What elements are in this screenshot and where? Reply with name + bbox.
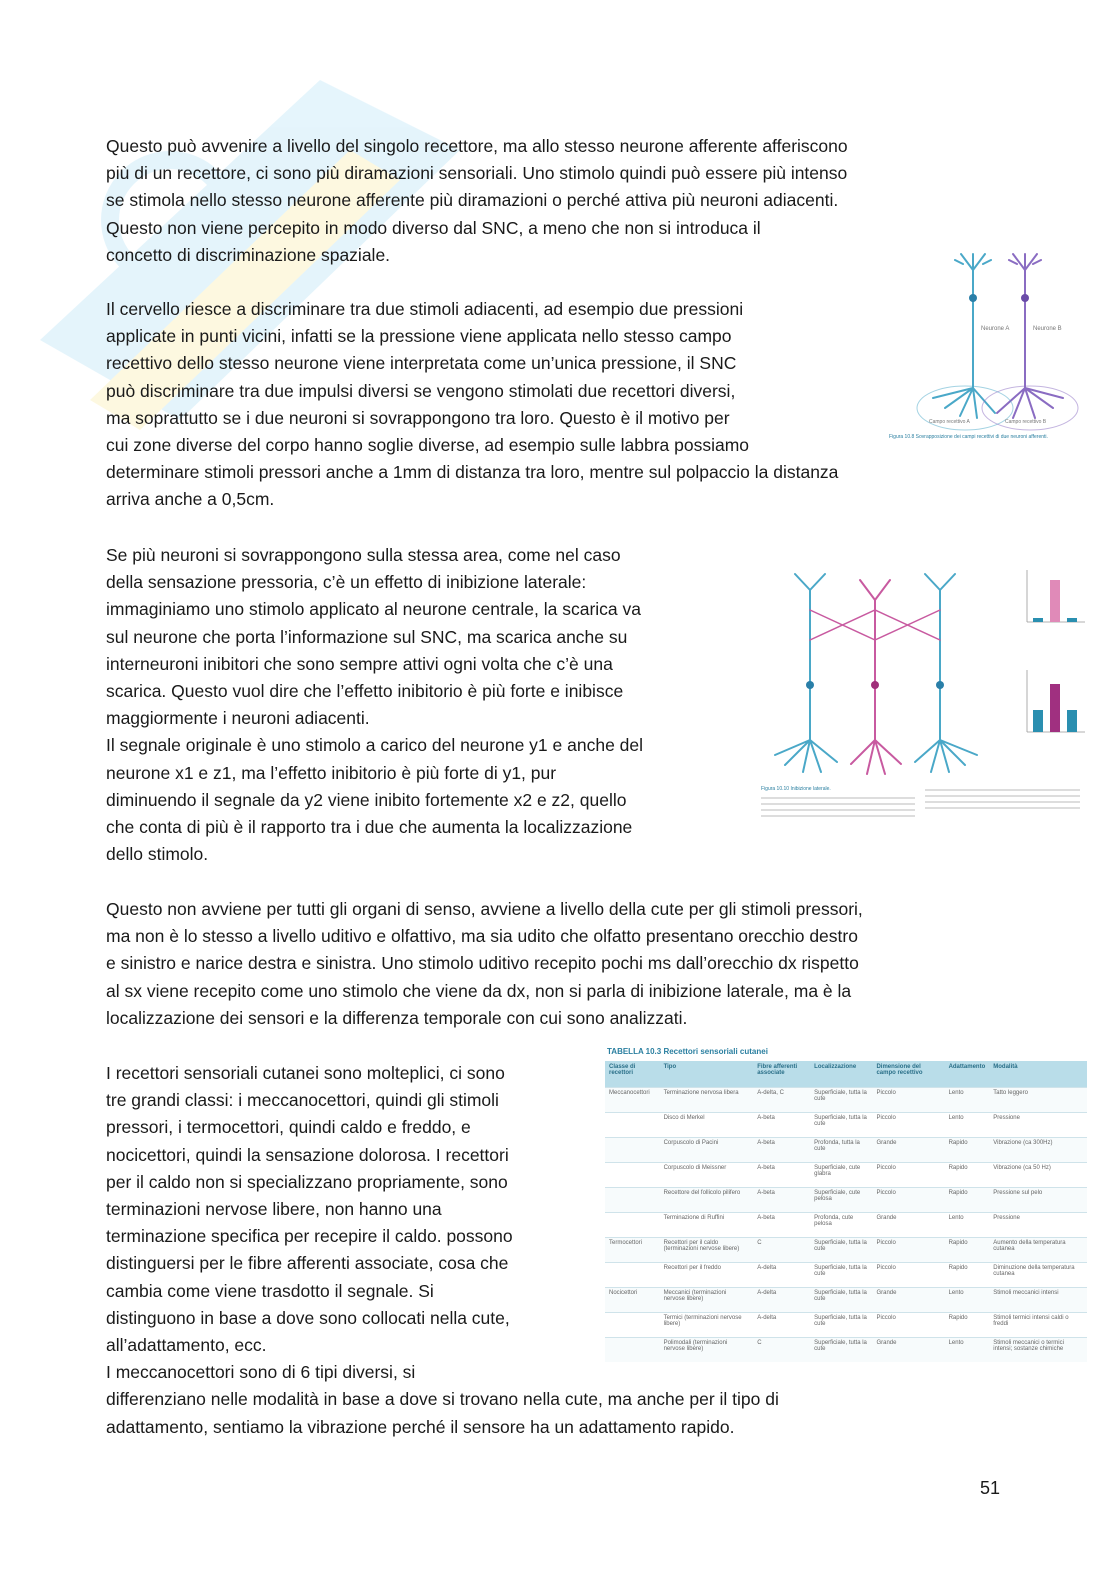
table-cell: Lento [945, 1088, 990, 1113]
figure-label-neuron-a: Neurone A [981, 326, 1010, 332]
figure-caption: Figura 10.10 Inibizione laterale. [761, 786, 831, 792]
text-line: più di un recettore, ci sono più diramazioni sensoriali. Uno stimolo quindi può essere più intenso [106, 163, 848, 184]
table-cell: Pressione sul pelo [989, 1188, 1087, 1213]
text-line: scarica. Questo vuol dire che l’effetto inibitorio è più forte e inibisce [106, 681, 624, 702]
table-cell: A-beta [753, 1113, 810, 1138]
table-cell: A-beta [753, 1138, 810, 1163]
text-line: nocicettori, quindi la sensazione dolorosa. I recettori [106, 1144, 509, 1165]
table-cell: Piccolo [872, 1263, 944, 1288]
text-line: adattamento, sentiamo la vibrazione perché il sensore ha un adattamento rapido. [106, 1416, 735, 1437]
table-cell [605, 1263, 660, 1288]
table-row [605, 1338, 1087, 1363]
text-line: Questo non avviene per tutti gli organi di senso, avviene a livello della cute per gli stimoli pressori, [106, 899, 863, 919]
table-cell: Stimoli termici intensi caldi o freddi [989, 1313, 1087, 1338]
table-cell: A-beta [753, 1188, 810, 1213]
text-line: Il segnale originale è uno stimolo a carico del neurone y1 e anche del [106, 735, 644, 756]
table-cell: Pressione [989, 1213, 1087, 1238]
text-line: al sx viene recepito come uno stimolo che viene da dx, non si parla di inibizione laterale, ma è la [106, 980, 852, 1001]
text-line: distinguono in base a dove sono collocati nella cute, [106, 1307, 510, 1328]
text-line: localizzazione dei sensori e la differenza temporale con cui sono analizzati. [106, 1007, 688, 1028]
table-cell: A-delta, C [753, 1088, 810, 1113]
table-cell: Grande [872, 1288, 944, 1313]
table-cell [605, 1163, 660, 1188]
table-cell: Terminazione di Ruffini [660, 1213, 754, 1238]
figure-receptive-fields [885, 248, 1085, 448]
table-cell: Superficiale, cute glabra [810, 1163, 872, 1188]
text-line: all’adattamento, ecc. [106, 1335, 267, 1356]
table-row [605, 1263, 1087, 1288]
text-line: Se più neuroni si sovrappongono sulla stessa area, come nel caso [106, 545, 621, 565]
table-cell: Termici (terminazioni nervose libere) [660, 1313, 754, 1338]
text-line: I recettori sensoriali cutanei sono molteplici, ci sono [106, 1063, 505, 1083]
text-line: dello stimolo. [106, 844, 209, 865]
table-cell: Polimodali (terminazioni nervose libere) [660, 1338, 754, 1363]
text-line: cui zone diverse del corpo hanno soglie diverse, ad esempio sulle labbra possiamo [106, 435, 750, 456]
text-line: recettivo dello stesso neurone viene interpretata come un’unica pressione, il SNC [106, 353, 737, 374]
table-cell: A-beta [753, 1213, 810, 1238]
text-line: pressori, i termocettori, quindi caldo e freddo, e [106, 1117, 471, 1138]
table-cell [605, 1188, 660, 1213]
table-cell: Corpuscolo di Meissner [660, 1163, 754, 1188]
text-line: Questo può avvenire a livello del singolo recettore, ma allo stesso neurone afferente afferiscono [106, 136, 848, 156]
figure-label-field-a: Campo recettivo A [929, 419, 970, 425]
table-cell: Piccolo [872, 1238, 944, 1263]
table-cell [605, 1313, 660, 1338]
text-line: Questo non viene percepito in modo diverso dal SNC, a meno che non si introduca il [106, 217, 761, 238]
text-line: che conta di più è il rapporto tra i due che aumenta la localizzazione [106, 817, 633, 838]
receptors-table [605, 1061, 1087, 1381]
text-line: della sensazione pressoria, c’è un effetto di inibizione laterale: [106, 572, 587, 593]
bar-chart-top [1027, 570, 1085, 622]
paragraph-1 [106, 133, 848, 269]
table-row [605, 1113, 1087, 1138]
table-cell: A-delta [753, 1288, 810, 1313]
text-line: terminazioni nervose libere, non hanno una [106, 1199, 442, 1220]
paragraph-2 [106, 296, 838, 514]
text-line: neurone x1 e z1, ma l’effetto inibitorio è più forte di y1, pur [106, 762, 557, 783]
text-line: ma soprattutto se i due neuroni si sovrappongono tra loro. Questo è il motivo per [106, 407, 730, 428]
text-line: ma non è lo stesso a livello uditivo e olfattivo, ma sia udito che olfatto presentano orecchio destro [106, 926, 858, 947]
table-cell: Superficiale, tutta la cute [810, 1263, 872, 1288]
table-cell: Lento [945, 1288, 990, 1313]
table-cell [605, 1338, 660, 1363]
table-header: Modalità [989, 1061, 1087, 1088]
table-cell: Meccanici (terminazioni nervose libere) [660, 1288, 754, 1313]
table-cell: Stimoli meccanici o termici intensi; sostanze chimiche [989, 1338, 1087, 1363]
table-cell: Superficiale, tutta la cute [810, 1338, 872, 1363]
table-cell: Piccolo [872, 1088, 944, 1113]
table-header: Dimensione del campo recettivo [872, 1061, 944, 1088]
table-row [605, 1238, 1087, 1263]
paragraph-4 [106, 896, 863, 1032]
text-line: terminazione specifica per recepire il caldo. possono [106, 1226, 513, 1247]
table-header: Tipo [660, 1061, 754, 1088]
text-line: maggiormente i neuroni adiacenti. [106, 708, 370, 729]
table-header: Classe di recettori [605, 1061, 660, 1088]
table-row [605, 1163, 1087, 1188]
table-cell: Superficiale, tutta la cute [810, 1113, 872, 1138]
table-cell: A-delta [753, 1313, 810, 1338]
table-row [605, 1088, 1087, 1113]
text-line: Il cervello riesce a discriminare tra due stimoli adiacenti, ad esempio due pressioni [106, 299, 744, 319]
text-line: applicate in punti vicini, infatti se la pressione viene applicata nello stesso campo [106, 326, 732, 347]
figure-lateral-inhibition [755, 550, 1090, 830]
table-cell [605, 1113, 660, 1138]
table-cell: Grande [872, 1213, 944, 1238]
text-line: per il caldo non si specializzano propriamente, sono [106, 1171, 508, 1192]
table-cell: Vibrazione (ca 50 Hz) [989, 1163, 1087, 1188]
table-row [605, 1213, 1087, 1238]
text-line: e sinistro e narice destra e sinistra. Uno stimolo uditivo recepito pochi ms dall’orecchio dx rispetto [106, 953, 859, 974]
text-line: cambia come viene trasdotto il segnale. Si [106, 1280, 434, 1301]
table-cell: Rapido [945, 1263, 990, 1288]
table-cell: Profonda, cute pelosa [810, 1213, 872, 1238]
table-cell: Profonda, tutta la cute [810, 1138, 872, 1163]
table-header: Adattamento [945, 1061, 990, 1088]
text-line: I meccanocettori sono di 6 tipi diversi, si [106, 1362, 416, 1383]
table-cell: Pressione [989, 1113, 1087, 1138]
table-cell: Rapido [945, 1163, 990, 1188]
table-cell: C [753, 1338, 810, 1363]
table-cell: Recettore del follicolo pilifero [660, 1188, 754, 1213]
table-cell: Superficiale, tutta la cute [810, 1288, 872, 1313]
table-cell: Lento [945, 1113, 990, 1138]
page-number: 51 [980, 1478, 1001, 1498]
table-row [605, 1138, 1087, 1163]
table-cell: Lento [945, 1213, 990, 1238]
table-cell: Rapido [945, 1238, 990, 1263]
table-cell: Termocettori [605, 1238, 660, 1263]
text-line: distinguersi per le fibre afferenti associate, cosa che [106, 1253, 509, 1274]
table-cell: Nocicettori [605, 1288, 660, 1313]
table-cell: Superficiale, tutta la cute [810, 1088, 872, 1113]
table-cell: Terminazione nervosa libera [660, 1088, 754, 1113]
bar-chart-bottom [1027, 670, 1085, 732]
table-cell: Lento [945, 1338, 990, 1363]
table-cell: Recettori per il caldo (terminazioni nervose libere) [660, 1238, 754, 1263]
table-header: Fibre afferenti associate [753, 1061, 810, 1088]
table-cell: Piccolo [872, 1113, 944, 1138]
text-line: interneuroni inibitori che sono sempre attivi ogni volta che c’è una [106, 653, 613, 674]
figure-label-neuron-b: Neurone B [1033, 326, 1062, 332]
table-cell: A-delta [753, 1263, 810, 1288]
table-row [605, 1188, 1087, 1213]
table-cell: Rapido [945, 1138, 990, 1163]
text-line: arriva anche a 0,5cm. [106, 489, 275, 510]
table-cell [605, 1138, 660, 1163]
table-cell: Diminuzione della temperatura cutanea [989, 1263, 1087, 1288]
table-header: Localizzazione [810, 1061, 872, 1088]
table-cell [605, 1213, 660, 1238]
text-line: tre grandi classi: i meccanocettori, quindi gli stimoli [106, 1090, 499, 1111]
table-cell: Rapido [945, 1188, 990, 1213]
table-cell: Rapido [945, 1313, 990, 1338]
table-cell: Superficiale, tutta la cute [810, 1313, 872, 1338]
table-cell: Piccolo [872, 1163, 944, 1188]
figure-caption: Figura 10.8 Sovrapposizione dei campi recettivi di due neuroni afferenti. [889, 434, 1048, 440]
text-line: determinare stimoli pressori anche a 1mm di distanza tra loro, mentre sul polpaccio la distanza [106, 462, 839, 483]
table-cell: C [753, 1238, 810, 1263]
text-line: sul neurone che porta l’informazione sul SNC, ma scarica anche su [106, 626, 628, 647]
table-cell: Corpuscolo di Pacini [660, 1138, 754, 1163]
table-cell: Vibrazione (ca 300Hz) [989, 1138, 1087, 1163]
table-cell: Grande [872, 1138, 944, 1163]
table-cell: Aumento della temperatura cutanea [989, 1238, 1087, 1263]
figure-label-field-b: Campo recettivo B [1005, 419, 1047, 425]
text-line: se stimola nello stesso neurone afferente più diramazioni o perché attiva più neuroni adiacenti. [106, 190, 839, 211]
table-cell: Tatto leggero [989, 1088, 1087, 1113]
text-line: può discriminare tra due impulsi diversi se vengono stimolati due recettori diversi, [106, 380, 736, 401]
table-cell: A-beta [753, 1163, 810, 1188]
table-cell: Piccolo [872, 1313, 944, 1338]
table-cell: Superficiale, cute pelosa [810, 1188, 872, 1213]
paragraph-3 [106, 542, 643, 868]
text-line: diminuendo il segnale da y2 viene inibito fortemente x2 e z2, quello [106, 789, 627, 810]
text-line: concetto di discriminazione spaziale. [106, 244, 391, 265]
table-title: TABELLA 10.3 Recettori sensoriali cutanei [607, 1047, 768, 1056]
table-row [605, 1288, 1087, 1313]
text-line: differenziano nelle modalità in base a dove si trovano nella cute, ma anche per il tipo di [106, 1389, 779, 1410]
table-cell: Disco di Merkel [660, 1113, 754, 1138]
table-cell: Piccolo [872, 1188, 944, 1213]
table-row [605, 1313, 1087, 1338]
table-cell: Stimoli meccanici intensi [989, 1288, 1087, 1313]
table-cell: Meccanocettori [605, 1088, 660, 1113]
text-line: immaginiamo uno stimolo applicato al neurone centrale, la scarica va [106, 599, 641, 620]
table-cell: Grande [872, 1338, 944, 1363]
table-cell: Superficiale, tutta la cute [810, 1238, 872, 1263]
table-cell: Recettori per il freddo [660, 1263, 754, 1288]
